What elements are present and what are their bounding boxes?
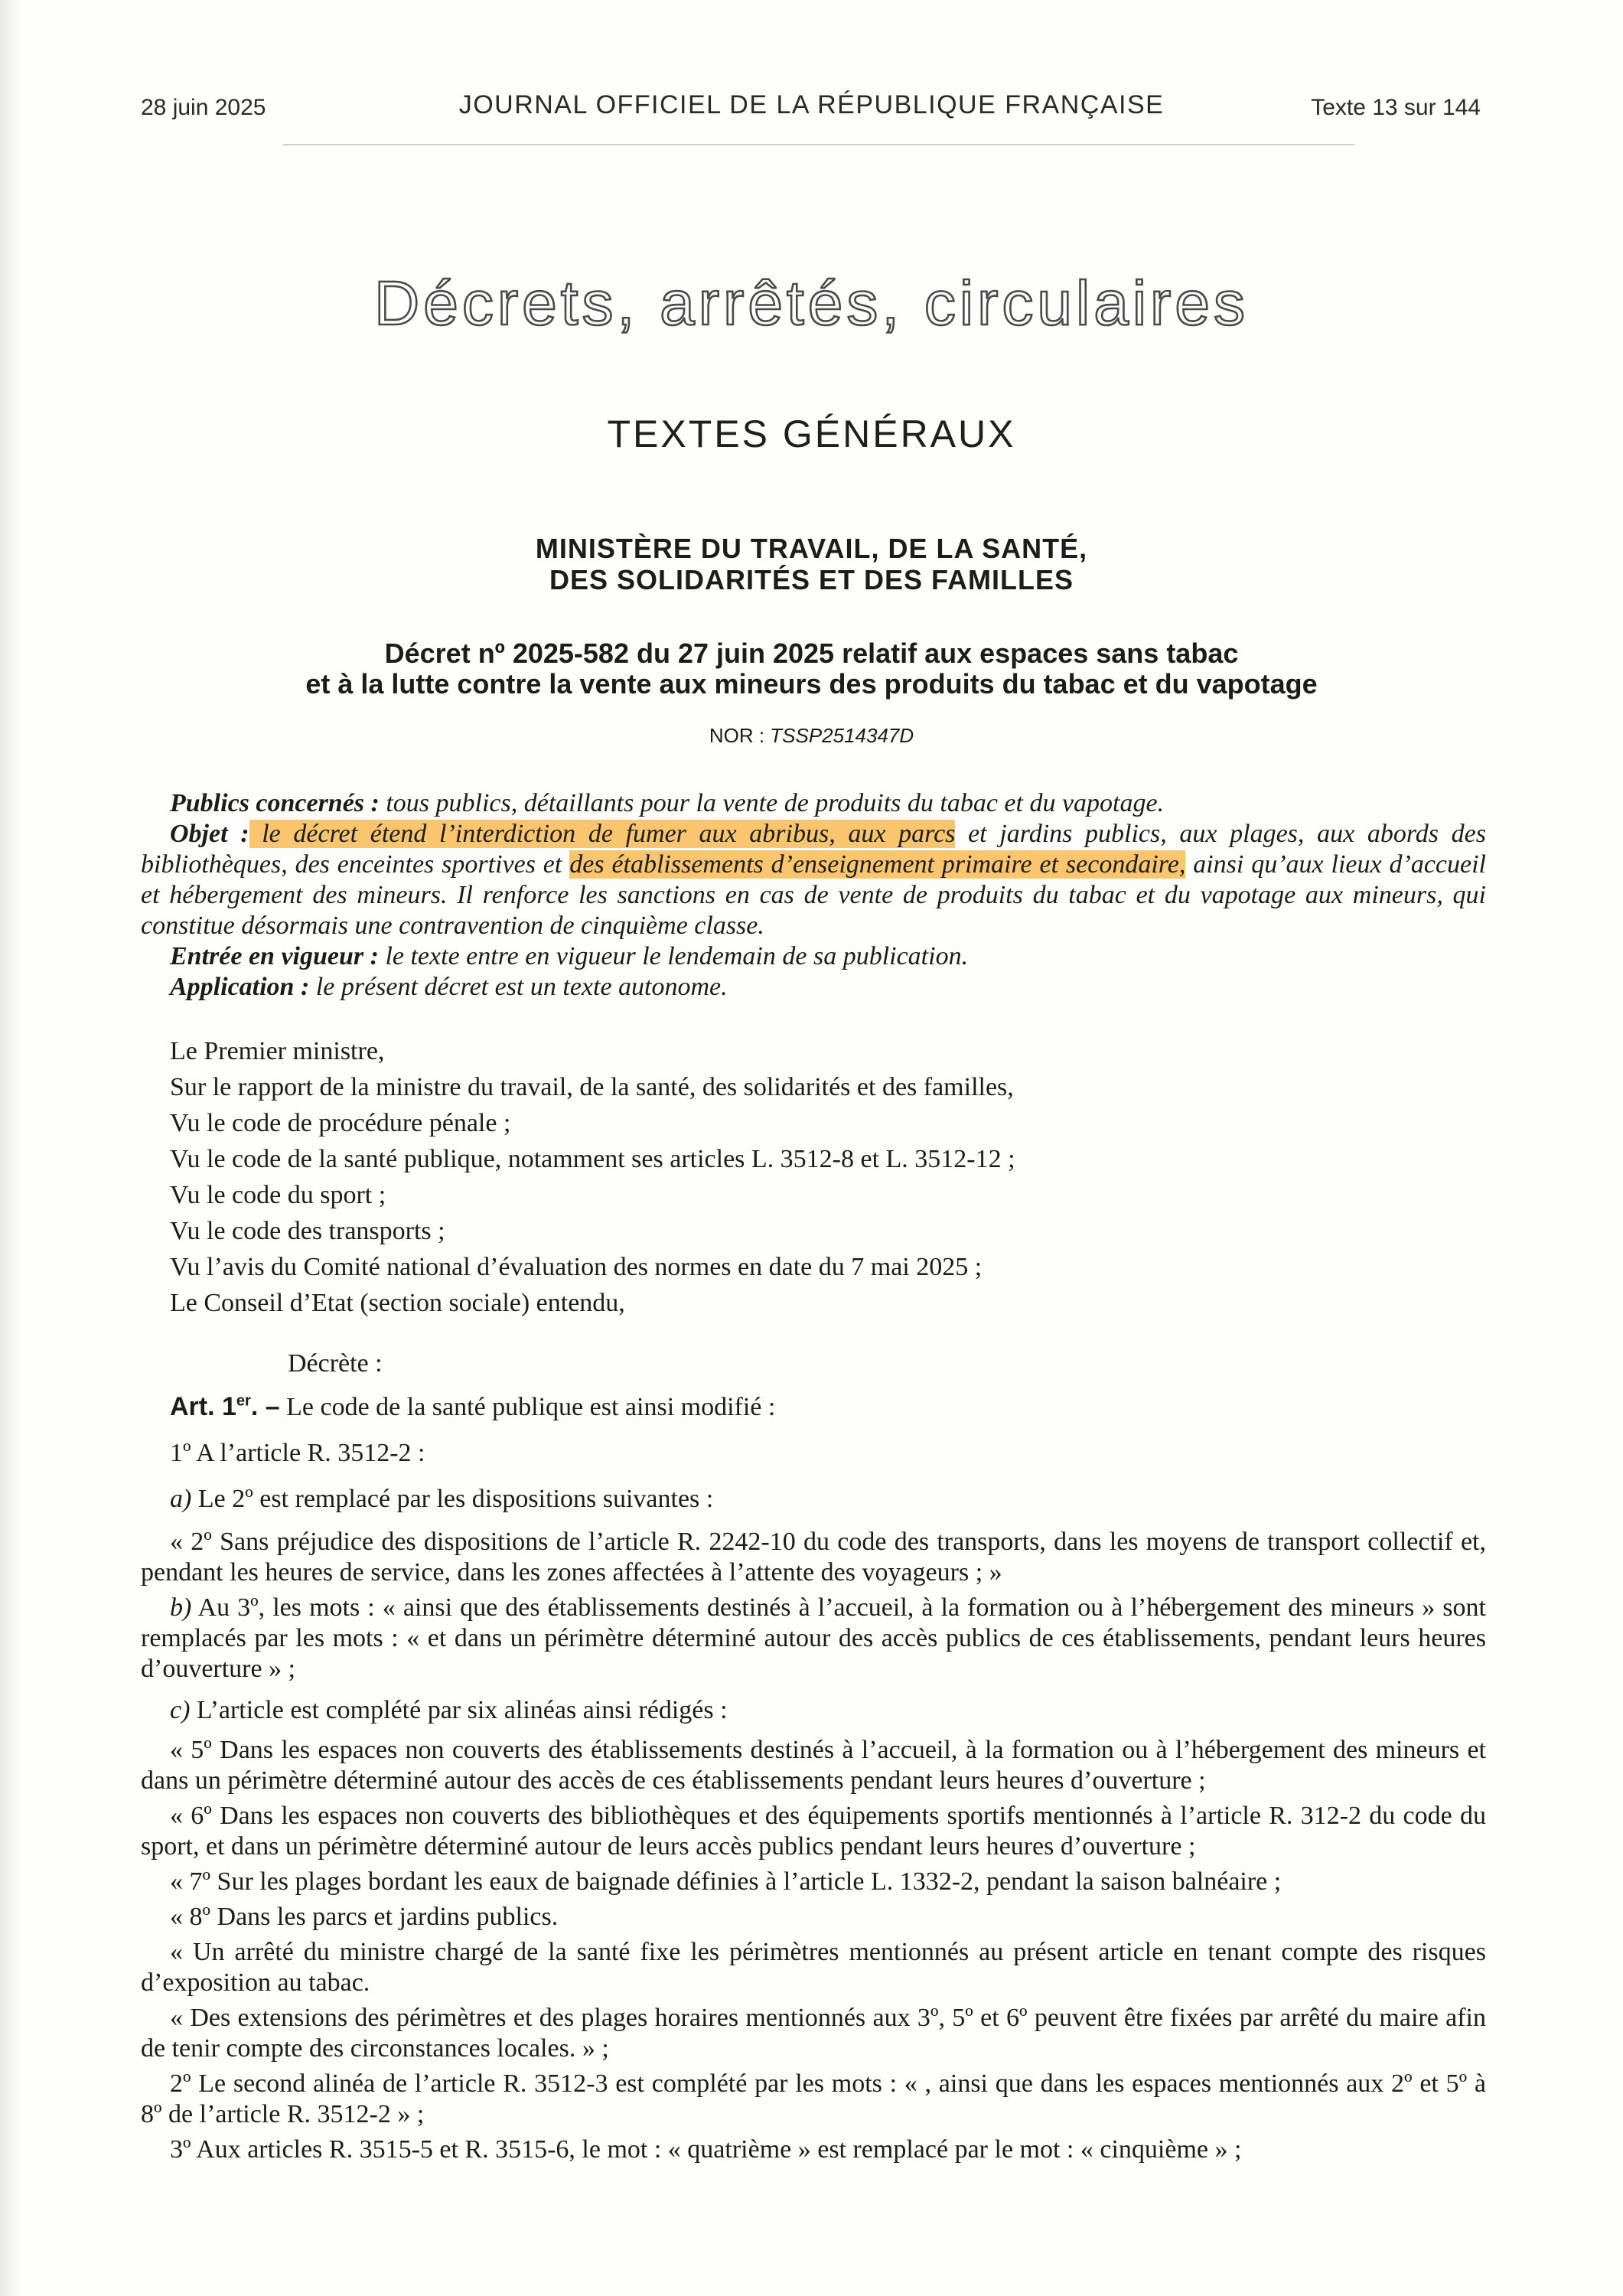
- quote-5: « 5º Dans les espaces non couverts des établissements destinés à l’accueil, à la formation ou à l’hébergement des mineurs et dans un périmètre déterminé autour des accès de ces établissements pendant leurs heures d’ouverture ;: [141, 1736, 1486, 1795]
- preamble-line: Vu le code du sport ;: [170, 1181, 386, 1209]
- nor-reference: [0, 724, 1623, 748]
- article-1-intro: Le code de la santé publique est ainsi modifié :: [279, 1393, 776, 1421]
- objet-highlight-1: le décret étend l’interdiction de fumer aux abribus, aux parcs: [249, 820, 956, 848]
- article-1-item-b: [141, 1593, 1486, 1684]
- item-c-text: L’article est complété par six alinéas ainsi rédigés :: [190, 1696, 728, 1724]
- quote-10: « Des extensions des périmètres et des plages horaires mentionnés aux 3º, 5º et 6º peuvent être fixées par arrêté du maire afin de tenir compte des circonstances locales. » ;: [141, 2004, 1486, 2063]
- text-counter: Texte 13 sur 144: [1311, 95, 1481, 120]
- decree-summary: [141, 788, 1486, 1003]
- application-text: le présent décret est un texte autonome.: [309, 973, 728, 1001]
- quote-7: « 7º Sur les plages bordant les eaux de baignade définies à l’article L. 1332-2, pendant la saison balnéaire ;: [170, 1867, 1282, 1896]
- preamble-line: Le Conseil d’Etat (section sociale) entendu,: [170, 1289, 625, 1317]
- page-header: [0, 90, 1623, 129]
- ministry-line-2: DES SOLIDARITÉS ET DES FAMILLES: [549, 564, 1074, 595]
- section-title: Décrets, arrêtés, circulaires: [374, 269, 1249, 338]
- objet-highlight-2: des établissements d’enseignement primaire et secondaire,: [569, 850, 1186, 879]
- article-1-item-a: [141, 1484, 1486, 1515]
- preamble-line: Le Premier ministre,: [170, 1037, 385, 1065]
- nor-label: NOR :: [709, 724, 771, 747]
- objet-text-end: ainsi qu’aux lieux d’accueil et hébergement des mineurs. Il renforce les sanctions en cas de vente de produits du tabac et du vapotage aux mineurs, qui constitue désormais une contravention de cinquième classe.: [141, 850, 1486, 940]
- preamble-line: Sur le rapport de la ministre du travail, de la santé, des solidarités et des familles,: [170, 1073, 1014, 1101]
- article-1-label-sup: er: [236, 1392, 251, 1410]
- article-1-point-1: 1º A l’article R. 3512-2 :: [170, 1439, 425, 1467]
- preamble-line: Vu le code des transports ;: [170, 1217, 445, 1245]
- article-1-point-2: 2º Le second alinéa de l’article R. 3512-3 est complété par les mots : « , ainsi que dans les espaces mentionnés aux 2º et 5º à 8º de l’article R. 3512-2 » ;: [141, 2069, 1486, 2128]
- item-b-text: Au 3º, les mots : « ainsi que des établissements destinés à l’accueil, à la formation ou à l’hébergement des mineurs » sont remplacés par les mots : « et dans un périmètre déterminé autour des accès publics de ces établissements, pendant leurs heures d’ouverture » ;: [141, 1593, 1486, 1683]
- scan-edge-shadow: [0, 0, 21, 2296]
- preamble: [141, 1033, 1486, 1321]
- journal-name: JOURNAL OFFICIEL DE LA RÉPUBLIQUE FRANÇAISE: [458, 90, 1165, 119]
- publics-text: tous publics, détaillants pour la vente de produits du tabac et du vapotage.: [379, 789, 1165, 817]
- publication-date: 28 juin 2025: [141, 95, 266, 120]
- decree-title-line-1: Décret nº 2025-582 du 27 juin 2025 relatif aux espaces sans tabac: [384, 638, 1239, 669]
- objet-label: Objet :: [170, 820, 249, 848]
- decrete-line: [141, 1349, 1486, 1379]
- article-1-heading: [141, 1391, 1486, 1423]
- entree-text: le texte entre en vigueur le lendemain de sa publication.: [378, 942, 969, 970]
- decree-title-line-2: et à la lutte contre la vente aux mineurs des produits du tabac et du vapotage: [305, 668, 1318, 700]
- subsection-title: TEXTES GÉNÉRAUX: [607, 413, 1016, 455]
- objet-text-mid: et jardins publics, aux plages, aux abords des bibliothèques, des enceintes sportives et: [141, 820, 1487, 879]
- quote-6: « 6º Dans les espaces non couverts des bibliothèques et des équipements sportifs mentionnés à l’article R. 312-2 du code du sport, et dans un périmètre déterminé autour de leurs accès publics pendant leurs heures d’ouverture ;: [141, 1802, 1486, 1861]
- preamble-line: Vu l’avis du Comité national d’évaluation des normes en date du 7 mai 2025 ;: [170, 1253, 983, 1281]
- ministry-heading: [0, 533, 1623, 595]
- ministry-line-1: MINISTÈRE DU TRAVAIL, DE LA SANTÉ,: [535, 533, 1088, 564]
- article-1: [141, 1391, 1486, 2165]
- preamble-line: Vu le code de la santé publique, notamment ses articles L. 3512-8 et L. 3512-12 ;: [170, 1145, 1015, 1173]
- item-a-label: a): [170, 1485, 192, 1513]
- article-1-label-end: . –: [250, 1392, 280, 1421]
- summary-application: [141, 972, 1486, 1003]
- preamble-line: Vu le code de procédure pénale ;: [170, 1109, 511, 1137]
- quote-9: « Un arrêté du ministre chargé de la santé fixe les périmètres mentionnés au présent article en tenant compte des risques d’exposition au tabac.: [141, 1938, 1486, 1997]
- decree-title: [0, 638, 1623, 700]
- item-c-label: c): [170, 1696, 191, 1724]
- application-label: Application :: [170, 973, 310, 1001]
- summary-entree: [141, 941, 1486, 972]
- entree-label: Entrée en vigueur :: [170, 942, 379, 970]
- header-rule: [283, 144, 1354, 145]
- summary-objet: [141, 819, 1486, 941]
- item-a-text: Le 2º est remplacé par les dispositions suivantes :: [191, 1485, 714, 1513]
- nor-value: TSSP2514347D: [770, 724, 914, 747]
- decrete: Décrète :: [288, 1349, 383, 1378]
- publics-label: Publics concernés :: [170, 789, 380, 817]
- article-1-item-c: [141, 1695, 1486, 1726]
- article-1-label: Art. 1: [170, 1392, 236, 1421]
- article-1-point-3: 3º Aux articles R. 3515-5 et R. 3515-6, le mot : « quatrième » est remplacé par le mot : « cinquième » ;: [170, 2135, 1242, 2164]
- quote-8: « 8º Dans les parcs et jardins publics.: [170, 1903, 559, 1931]
- summary-publics: [141, 788, 1486, 819]
- quote-2: « 2º Sans préjudice des dispositions de l’article R. 2242-10 du code des transports, dans les moyens de transport collectif et, pendant les heures de service, dans les zones affectées à l’attente des voyageurs ; »: [141, 1528, 1486, 1587]
- item-b-label: b): [170, 1593, 192, 1622]
